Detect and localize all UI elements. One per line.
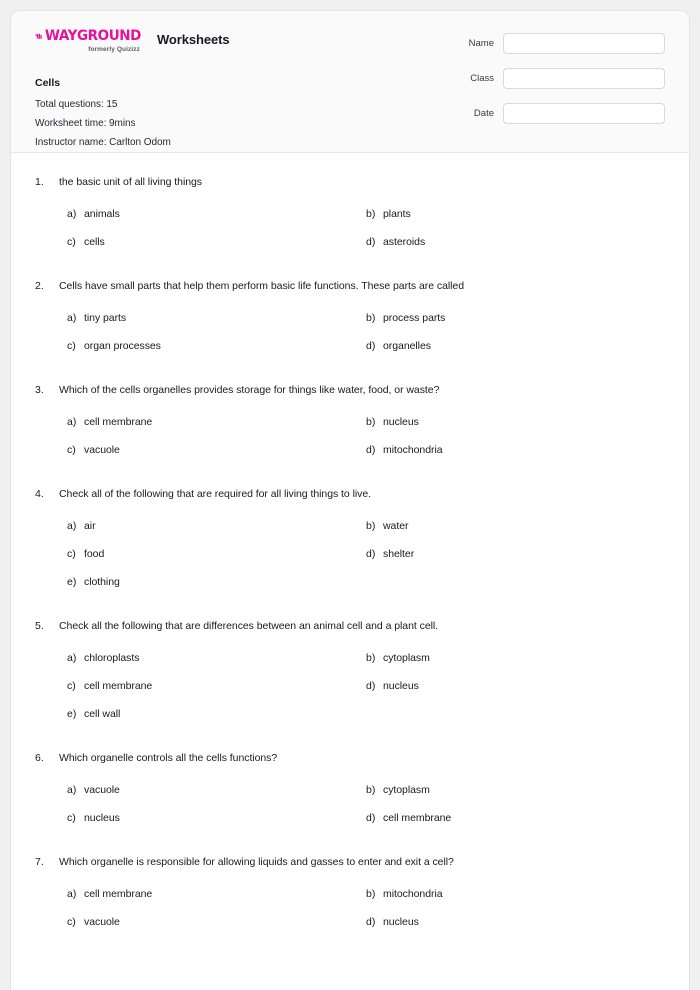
option-text: vacuole: [84, 444, 120, 456]
option-text: asteroids: [383, 236, 426, 248]
option-item[interactable]: [366, 235, 665, 249]
class-field-label: Class: [470, 73, 494, 84]
question-header: [35, 279, 665, 294]
option-item[interactable]: [366, 443, 665, 457]
option-letter: c): [67, 812, 76, 824]
question-list: [11, 153, 689, 949]
question-number: 1.: [35, 176, 44, 188]
page-title: Worksheets: [157, 32, 230, 47]
option-item[interactable]: [67, 915, 366, 929]
option-text: mitochondria: [383, 444, 443, 456]
option-item[interactable]: [67, 783, 366, 797]
option-item[interactable]: [67, 679, 366, 693]
option-text: water: [383, 520, 409, 532]
question-spacer: [35, 735, 665, 741]
option-letter: a): [67, 784, 77, 796]
question-text: Which organelle controls all the cells functions?: [59, 752, 278, 764]
question-header: [35, 175, 665, 190]
total-questions: Total questions: 15: [35, 99, 118, 110]
question-spacer: [35, 603, 665, 609]
option-text: shelter: [383, 548, 415, 560]
question-item: [35, 751, 665, 845]
question-header: [35, 855, 665, 870]
option-item[interactable]: [67, 651, 366, 665]
option-item[interactable]: [366, 415, 665, 429]
question-header: [35, 383, 665, 398]
option-letter: c): [67, 548, 76, 560]
question-text: Which of the cells organelles provides storage for things like water, food, or waste?: [59, 384, 440, 396]
option-letter: d): [366, 340, 376, 352]
question-header: [35, 751, 665, 766]
question-item: [35, 619, 665, 741]
wayground-logo[interactable]: [35, 29, 141, 53]
worksheet-sheet: [10, 10, 690, 990]
date-field-row: [465, 103, 665, 124]
option-letter: d): [366, 548, 376, 560]
option-item[interactable]: [67, 415, 366, 429]
option-letter: a): [67, 652, 77, 664]
question-item: [35, 383, 665, 477]
date-input[interactable]: [503, 103, 665, 124]
question-text: Check all of the following that are required for all living things to live.: [59, 488, 371, 500]
option-letter: a): [67, 312, 77, 324]
question-item: [35, 855, 665, 949]
question-text: Which organelle is responsible for allowing liquids and gasses to enter and exit a cell?: [59, 856, 454, 868]
name-input[interactable]: [503, 33, 665, 54]
option-letter: a): [67, 416, 77, 428]
logo-lockup: [35, 27, 141, 45]
option-item[interactable]: [366, 339, 665, 353]
question-item: [35, 487, 665, 609]
option-text: animals: [84, 208, 120, 220]
option-letter: c): [67, 444, 76, 456]
option-letter: c): [67, 916, 76, 928]
question-number: 7.: [35, 856, 44, 868]
option-item[interactable]: [366, 207, 665, 221]
student-info-fields: [465, 33, 665, 138]
date-field-label: Date: [473, 108, 494, 119]
option-item[interactable]: [67, 443, 366, 457]
option-text: process parts: [383, 312, 446, 324]
option-text: tiny parts: [84, 312, 127, 324]
name-field-label: Name: [468, 38, 494, 49]
option-text: chloroplasts: [84, 652, 140, 664]
option-text: vacuole: [84, 916, 120, 928]
option-letter: b): [366, 520, 376, 532]
option-letter: a): [67, 888, 77, 900]
wayground-logo-mark: [35, 30, 42, 43]
worksheet-header: [11, 11, 689, 153]
option-letter: e): [67, 576, 77, 588]
option-text: organelles: [383, 340, 431, 352]
option-letter: b): [366, 888, 376, 900]
option-text: nucleus: [84, 812, 120, 824]
option-text: cell membrane: [383, 812, 452, 824]
question-text: Cells have small parts that help them perform basic life functions. These parts are called: [59, 280, 465, 292]
class-input[interactable]: [503, 68, 665, 89]
option-item[interactable]: [67, 811, 366, 825]
question-number: 5.: [35, 620, 44, 632]
option-text: clothing: [84, 576, 120, 588]
option-letter: d): [366, 444, 376, 456]
question-header: [35, 487, 665, 502]
question-text: Check all the following that are differences between an animal cell and a plant cell.: [59, 620, 439, 632]
question-number: 3.: [35, 384, 44, 396]
question-spacer: [35, 367, 665, 373]
question-spacer: [35, 263, 665, 269]
question-number: 2.: [35, 280, 44, 292]
class-field-row: [465, 68, 665, 89]
option-item[interactable]: [366, 679, 665, 693]
option-letter: e): [67, 708, 77, 720]
option-item[interactable]: [366, 915, 665, 929]
option-list: [35, 783, 665, 839]
option-text: nucleus: [383, 680, 419, 692]
worksheet-title: Cells: [35, 77, 61, 89]
option-item[interactable]: [366, 651, 665, 665]
option-item[interactable]: [366, 783, 665, 797]
question-spacer: [35, 471, 665, 477]
option-letter: a): [67, 520, 77, 532]
option-item[interactable]: [366, 311, 665, 325]
name-field-row: [465, 33, 665, 54]
option-letter: b): [366, 312, 376, 324]
instructor-name: Instructor name: Carlton Odom: [35, 137, 171, 148]
option-text: plants: [383, 208, 411, 220]
option-text: food: [84, 548, 105, 560]
option-letter: b): [366, 208, 376, 220]
option-list: [35, 887, 665, 943]
option-letter: c): [67, 680, 76, 692]
option-text: cytoplasm: [383, 784, 430, 796]
option-list: [35, 651, 665, 735]
option-letter: d): [366, 812, 376, 824]
question-header: [35, 619, 665, 634]
option-letter: b): [366, 784, 376, 796]
option-list: [35, 207, 665, 263]
option-letter: d): [366, 916, 376, 928]
option-letter: b): [366, 416, 376, 428]
option-item[interactable]: [67, 519, 366, 533]
option-text: cells: [84, 236, 105, 248]
option-item[interactable]: [67, 311, 366, 325]
question-spacer: [35, 839, 665, 845]
option-list: [35, 415, 665, 471]
worksheet-time: Worksheet time: 9mins: [35, 118, 136, 129]
option-text: vacuole: [84, 784, 120, 796]
option-text: nucleus: [383, 916, 419, 928]
option-item[interactable]: [366, 811, 665, 825]
option-text: nucleus: [383, 416, 419, 428]
option-text: organ processes: [84, 340, 161, 352]
option-letter: d): [366, 236, 376, 248]
option-letter: b): [366, 652, 376, 664]
option-text: cell membrane: [84, 888, 153, 900]
question-item: [35, 279, 665, 373]
option-item[interactable]: [67, 575, 366, 589]
wayground-wordmark: WAYGROUND: [44, 27, 141, 45]
question-text: the basic unit of all living things: [59, 176, 202, 188]
option-item[interactable]: [67, 707, 366, 721]
option-item[interactable]: [366, 519, 665, 533]
option-letter: d): [366, 680, 376, 692]
question-number: 6.: [35, 752, 44, 764]
option-item[interactable]: [366, 887, 665, 901]
option-text: mitochondria: [383, 888, 443, 900]
option-item[interactable]: [67, 887, 366, 901]
option-letter: c): [67, 236, 76, 248]
option-list: [35, 311, 665, 367]
question-item: [35, 175, 665, 269]
option-item[interactable]: [67, 547, 366, 561]
option-text: cell wall: [84, 708, 121, 720]
question-spacer: [35, 943, 665, 949]
option-item[interactable]: [366, 547, 665, 561]
option-letter: a): [67, 208, 77, 220]
option-text: cytoplasm: [383, 652, 430, 664]
option-item[interactable]: [67, 207, 366, 221]
option-text: cell membrane: [84, 680, 153, 692]
option-item[interactable]: [67, 339, 366, 353]
wayground-logo-subtitle: formerly Quizizz: [88, 45, 140, 53]
option-list: [35, 519, 665, 603]
question-number: 4.: [35, 488, 44, 500]
option-letter: c): [67, 340, 76, 352]
option-text: air: [84, 520, 96, 532]
option-text: cell membrane: [84, 416, 153, 428]
option-item[interactable]: [67, 235, 366, 249]
